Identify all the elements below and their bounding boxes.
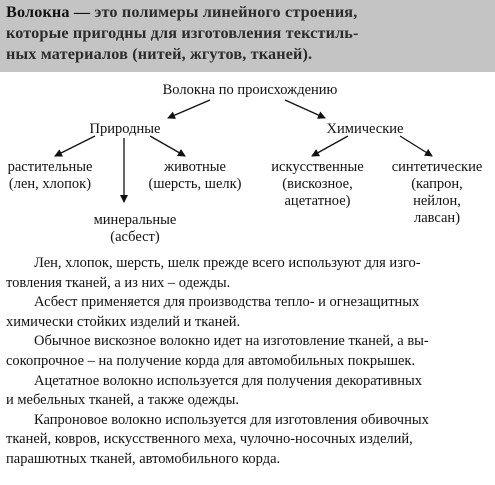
body-text (6, 254, 488, 470)
definition-text-1: это полимеры линейного строения, (94, 3, 358, 21)
definition-box (0, 0, 495, 72)
node-root: Волокна по происхождению (162, 82, 338, 98)
definition-line-2: которые пригодны для изготовления текстиль- (6, 24, 359, 42)
arrow-natural-plant (55, 136, 95, 156)
paragraph-viscose: Обычное вискозное волокно идет на изготовление тканей, а вы- сокопрочное – на получение корда для автомобильных покрышек. (6, 333, 429, 369)
node-natural: Природные (89, 121, 161, 137)
paragraph-linen: Лен, хлопок, шерсть, шелк прежде всего используют для изго- товления тканей, а из них – одежды. (6, 255, 421, 291)
node-chemical: Химические (326, 121, 404, 137)
node-plant: растительные (лен, хлопок) (7, 159, 93, 192)
definition-term: Волокна (6, 3, 70, 21)
definition-line-1 (6, 2, 489, 23)
definition-dash: — (69, 3, 95, 21)
definition-line-3: ных материалов (нитей, жгутов, тканей). (6, 45, 313, 63)
paragraph-acetate: Ацетатное волокно используется для получения декоративных и мебельных тканей, а также одежды. (6, 372, 422, 409)
paragraph-asbestos: Асбест применяется для производства тепло- и огнезащитных химически стойких изделий и тканей. (6, 294, 420, 330)
node-animal: животные (шерсть, шелк) (148, 159, 242, 192)
fiber-classification-diagram (0, 78, 495, 252)
node-synthetic: синтетические (капрон, нейлон, лавсан) (391, 159, 483, 226)
node-mineral: минеральные (асбест) (93, 212, 177, 245)
arrow-chemical-synthetic (400, 136, 432, 156)
node-artificial: искусственные (вискозное, ацетатное) (271, 159, 364, 209)
paragraph-capron: Капроновое волокно используется для изготовления обивочных тканей, ковров, искусственного меха, чулочно-носочных изделий, парашютных тканей, автомобильного корда. (6, 411, 429, 467)
arrow-root-chemical (285, 100, 325, 118)
arrow-chemical-artificial (312, 136, 348, 156)
arrow-root-natural (168, 100, 210, 118)
arrow-natural-animal (150, 136, 185, 156)
